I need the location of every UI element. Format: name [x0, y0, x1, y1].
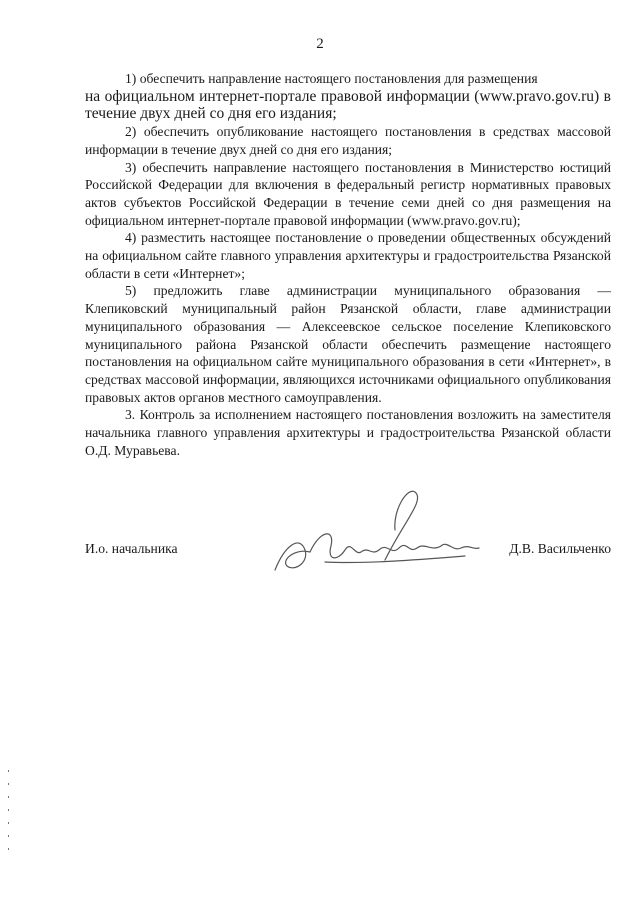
- handwritten-signature: [265, 490, 485, 585]
- page-number: 2: [316, 36, 324, 52]
- paragraph-1-line: 1) обеспечить направление настоящего постановления для размещения: [125, 71, 538, 86]
- paragraph-5: 5) предложить главе администрации муниципального образования — Клепиковский муниципальный район Рязанской области, главе администрации муниципального образования — Алексеевское сельское поселение Клепиковского муниципального района Рязанской области обеспечить размещение настоящего постановления на официальном сайте муниципального образования в сети «Интернет», в средствах массовой информации, являющихся источниками официального опубликования правовых актов органов местного самоуправления.: [85, 283, 611, 405]
- signatory-name: Д.В. Васильченко: [509, 541, 611, 556]
- paragraph-2: 2) обеспечить опубликование настоящего постановления в средствах массовой информации в течение двух дней со дня его издания;: [85, 124, 611, 157]
- paragraph-control: 3. Контроль за исполнением настоящего постановления возложить на заместителя начальника главного управления архитектуры и градостроительства Рязанской области О.Д. Муравьева.: [85, 407, 611, 458]
- document-body: [85, 70, 611, 459]
- signatory-title: И.о. начальника: [85, 541, 178, 556]
- paragraph-3: 3) обеспечить направление настоящего постановления в Министерство юстиций Российской Федерации для включения в федеральный регистр нормативных правовых актов субъектов Российской Федерации в течение семи дней со дня размещения на официальном интернет-портале правовой информации (www.pravo.gov.ru);: [85, 159, 611, 228]
- paragraph-1-continued: на официальном интернет-портале правовой информации (www.pravo.gov.ru) в течение двух дней со дня его издания;: [85, 87, 611, 123]
- paragraph-4: 4) разместить настоящее постановление о проведении общественных обсуждений на официальном сайте главного управления архитектуры и градостроительства Рязанской области в сети «Интернет»;: [85, 230, 611, 281]
- margin-marks: [8, 770, 10, 860]
